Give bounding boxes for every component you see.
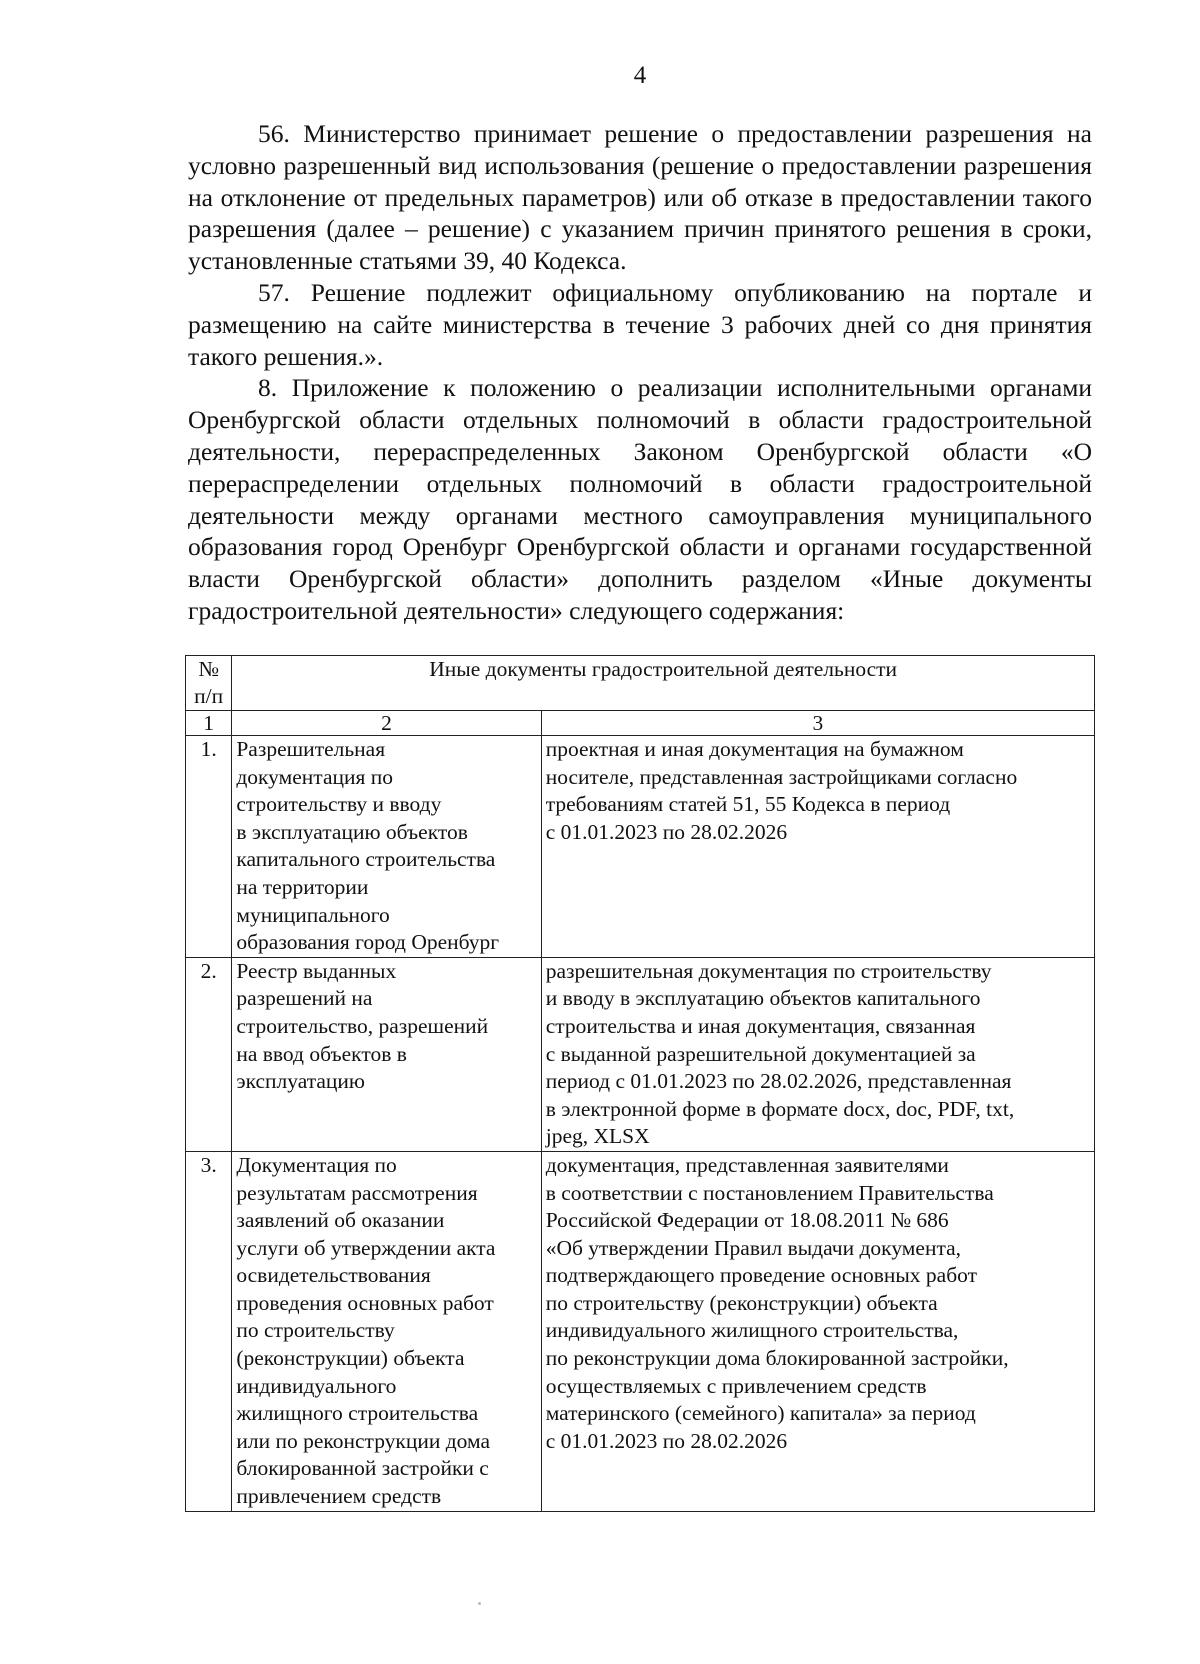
row-document-name: Реестр выданных разрешений на строительство, разрешений на ввод объектов в эксплуатацию xyxy=(232,957,541,1151)
documents-table xyxy=(185,655,1095,1512)
table-row xyxy=(186,1151,1095,1511)
column-number-2: 2 xyxy=(232,711,541,736)
table-header-row xyxy=(186,656,1095,711)
paragraph-8: 8. Приложение к положению о реализации исполнительными органами Оренбургской области отдельных полномочий в области градостроительной деятельности, перераспределенных Законом Оренбургской области «О перераспределении отдельных полномочий в области градостроительной деятельности между органами местного самоуправления муниципального образования город Оренбург Оренбургской области и органами государственной власти Оренбургской области» дополнить разделом «Иные документы градостроительной деятельности» следующего содержания: xyxy=(188,373,1092,625)
row-number: 2. xyxy=(186,957,232,1151)
table-row xyxy=(186,736,1095,958)
header-number: № п/п xyxy=(186,656,232,711)
column-number-1: 1 xyxy=(186,711,232,736)
table-row xyxy=(186,957,1095,1151)
column-number-3: 3 xyxy=(541,711,1094,736)
paragraph-57: 57. Решение подлежит официальному опубликованию на портале и размещению на сайте министерства в течение 3 рабочих дней со дня принятия такого решения.». xyxy=(188,277,1092,371)
page-number: 4 xyxy=(633,62,647,89)
row-document-name: Разрешительная документация по строительству и вводу в эксплуатацию объектов капитального строительства на территории муниципального образования город Оренбург xyxy=(232,736,541,958)
row-number: 3. xyxy=(186,1151,232,1511)
row-document-name: Документация по результатам рассмотрения заявлений об оказании услуги об утверждении акта освидетельствования проведения основных работ по строительству (реконструкции) объекта индивидуального жилищного строительства или по реконструкции дома блокированной застройки с привлечением средств xyxy=(232,1151,541,1511)
row-document-description: разрешительная документация по строительству и вводу в эксплуатацию объектов капитального строительства и иная документация, связанная с выданной разрешительной документацией за период с 01.01.2023 по 28.02.2026, представленная в электронной форме в формате docx, doc, PDF, txt, jpeg, XLSX xyxy=(541,957,1094,1151)
paragraph-56: 56. Министерство принимает решение о предоставлении разрешения на условно разрешенный вид использования (решение о предоставлении разрешения на отклонение от предельных параметров) или об отказе в предоставлении такого разрешения (далее – решение) с указанием причин принятого решения в сроки, установленные статьями 39, 40 Кодекса. xyxy=(188,119,1092,276)
body-text xyxy=(188,118,1092,627)
scan-speck xyxy=(478,1602,481,1605)
row-number: 1. xyxy=(186,736,232,958)
row-document-description: проектная и иная документация на бумажном носителе, представленная застройщиками согласно требованиям статей 51, 55 Кодекса в период с 01.01.2023 по 28.02.2026 xyxy=(541,736,1094,958)
header-title: Иные документы градостроительной деятельности xyxy=(232,656,1095,711)
row-document-description: документация, представленная заявителями в соответствии с постановлением Правительства Российской Федерации от 18.08.2011 № 686 «Об утверждении Правил выдачи документа, подтверждающего проведение основных работ по строительству (реконструкции) объекта индивидуального жилищного строительства, по реконструкции дома блокированной застройки, осуществляемых с привлечением средств материнского (семейного) капитала» за период с 01.01.2023 по 28.02.2026 xyxy=(541,1151,1094,1511)
column-numbers-row xyxy=(186,711,1095,736)
